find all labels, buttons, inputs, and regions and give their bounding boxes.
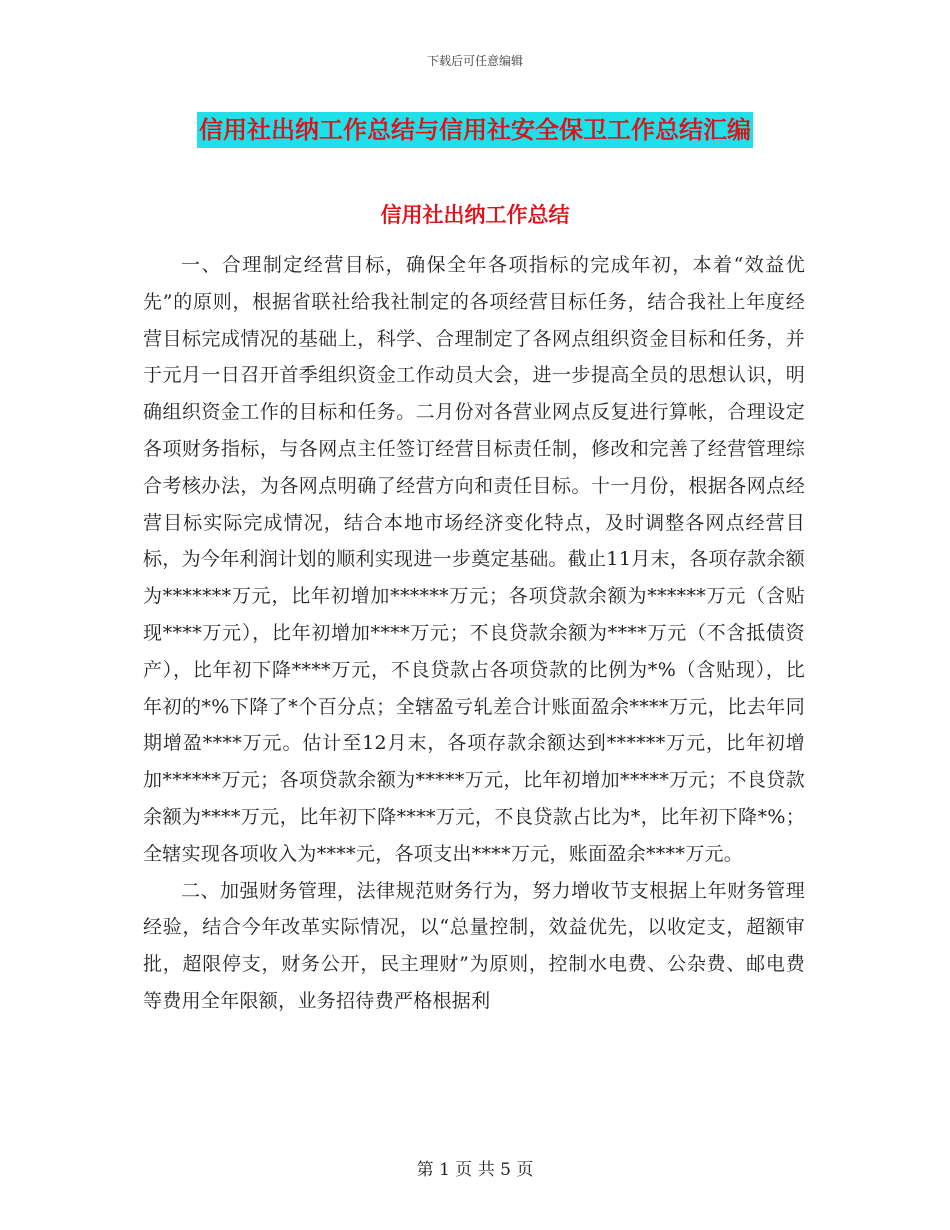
main-title: 信用社出纳工作总结与信用社安全保卫工作总结汇编 [197, 112, 753, 148]
page-number: 第 1 页 共 5 页 [416, 1160, 534, 1180]
page-header-note: 下载后可任意编辑 [426, 54, 523, 68]
paragraph: 二、加强财务管理，法律规范财务行为，努力增收节支根据上年财务管理经验，结合今年改革实际情况，以“总量控制，效益优先，以收定支，超额审批，超限停支，财务公开，民主理财”为原则，控制水电费、公杂费、邮电费等费用全年限额，业务招待费严格根据利 [143, 879, 805, 1012]
paragraph: 一、合理制定经营目标，确保全年各项指标的完成年初，本着“效益优先”的原则，根据省联社给我社制定的各项经营目标任务，结合我社上年度经营目标完成情况的基础上，科学、合理制定了各网点组织资金目标和任务，并于元月一日召开首季组织资金工作动员大会，进一步提高全员的思想认识，明确组织资金工作的目标和任务。二月份对各营业网点反复进行算帐，合理设定各项财务指标，与各网点主任签订经营目标责任制，修改和完善了经营管理综合考核办法，为各网点明确了经营方向和责任目标。十一月份，根据各网点经营目标实际完成情况，结合本地市场经济变化特点，及时调整各网点经营目标，为今年利润计划的顺利实现进一步奠定基础。截止11月末，各项存款余额为*******万元，比年初增加******万元；各项贷款余额为******万元（含贴现****万元），比年初增加****万元；不良贷款余额为****万元（不含抵债资产），比年初下降****万元，不良贷款占各项贷款的比例为*%（含贴现），比年初的*%下降了*个百分点；全辖盈亏轧差合计账面盈余****万元，比去年同期增盈****万元。估计至12月末，各项存款余额达到******万元，比年初增加******万元；各项贷款余额为*****万元，比年初增加*****万元；不良贷款余额为****万元，比年初下降****万元，不良贷款占比为*，比年初下降*%；全辖实现各项收入为****元，各项支出****万元，账面盈余****万元。 [143, 254, 805, 865]
main-title-container [0, 112, 950, 148]
section-title: 信用社出纳工作总结 [380, 202, 570, 227]
document-body [143, 247, 805, 1020]
